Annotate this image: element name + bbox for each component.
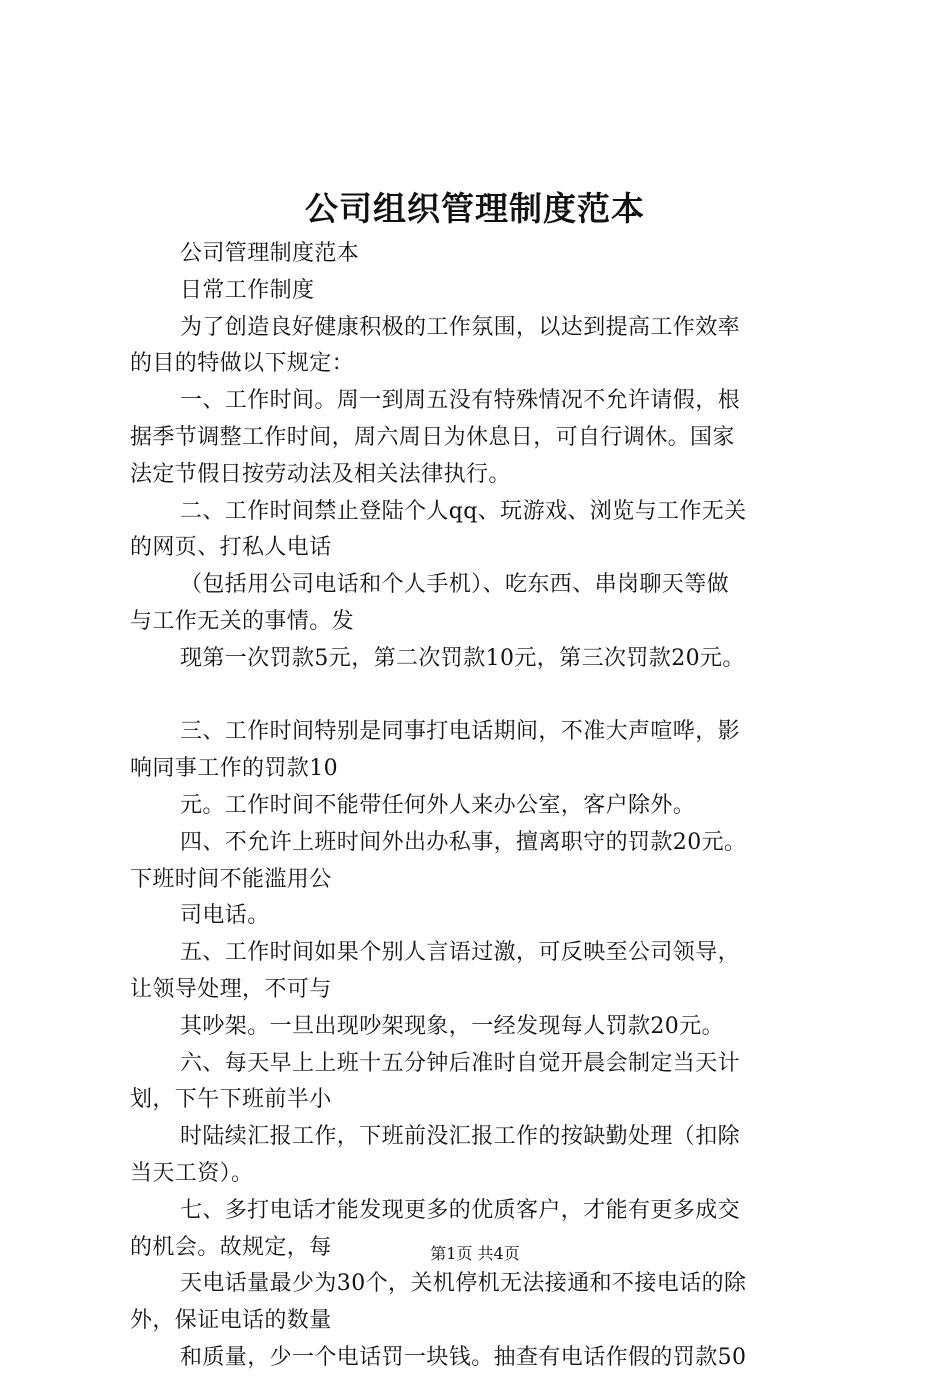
paragraph-line: 为了创造良好健康积极的工作氛围，以达到提高工作效率 <box>180 314 741 340</box>
paragraph-line: 据季节调整工作时间，周六周日为休息日，可自行调休。国家 <box>130 424 735 450</box>
page-footer: 第1页 共4页 <box>430 1244 520 1263</box>
paragraph-line: 的网页、打私人电话 <box>130 535 332 561</box>
paragraph-line: 时陆续汇报工作，下班前没汇报工作的按缺勤处理（扣除 <box>180 1124 741 1150</box>
paragraph-line: 与工作无关的事情。发 <box>130 608 355 634</box>
paragraph-line: 二、工作时间禁止登陆个人qq、玩游戏、浏览与工作无关 <box>180 498 747 524</box>
paragraph-line: 和质量，少一个电话罚一块钱。抽查有电话作假的罚款50 <box>180 1344 747 1370</box>
paragraph-line: 响同事工作的罚款10 <box>130 756 338 782</box>
paragraph-line: 一、工作时间。周一到周五没有特殊情况不允许请假，根 <box>180 388 741 414</box>
paragraph-line: 让领导处理，不可与 <box>130 976 332 1002</box>
paragraph-line: 七、多打电话才能发现更多的优质客户，才能有更多成交 <box>180 1197 741 1223</box>
paragraph-line: 四、不允许上班时间外出办私事，擅离职守的罚款20元。 <box>180 829 747 855</box>
paragraph-line: 司电话。 <box>180 903 270 929</box>
paragraph-line: 其吵架。一旦出现吵架现象，一经发现每人罚款20元。 <box>180 1013 724 1039</box>
paragraph-line: 六、每天早上上班十五分钟后准时自觉开晨会制定当天计 <box>180 1050 741 1076</box>
paragraph-line: 当天工资）。 <box>130 1160 254 1186</box>
paragraph-line: 现第一次罚款5元，第二次罚款10元，第三次罚款20元。 <box>180 645 745 671</box>
paragraph-line: 三、工作时间特别是同事打电话期间，不准大声喧哗，影 <box>180 719 741 745</box>
paragraph-line: 元。工作时间不能带任何外人来办公室，客户除外。 <box>180 792 696 818</box>
document-body <box>130 236 850 1377</box>
paragraph-line: 下班时间不能滥用公 <box>130 866 332 892</box>
document-title: 公司组织管理制度范本 <box>305 189 645 228</box>
paragraph-line: 五、工作时间如果个别人言语过激，可反映至公司领导， <box>180 940 741 966</box>
paragraph-line: 的目的特做以下规定： <box>130 351 355 377</box>
paragraph-line: 划，下午下班前半小 <box>130 1087 332 1113</box>
paragraph-line: 日常工作制度 <box>180 277 315 303</box>
paragraph-line: 法定节假日按劳动法及相关法律执行。 <box>130 461 511 487</box>
blank-line <box>130 678 850 715</box>
paragraph-line: 外，保证电话的数量 <box>130 1308 332 1334</box>
paragraph-line: （包括用公司电话和个人手机）、吃东西、串岗聊天等做 <box>180 572 730 598</box>
paragraph-line: 的机会。故规定，每 <box>130 1234 332 1260</box>
paragraph-line: 天电话量最少为30个，关机停机无法接通和不接电话的除 <box>180 1271 747 1297</box>
paragraph-line: 公司管理制度范本 <box>180 241 360 266</box>
